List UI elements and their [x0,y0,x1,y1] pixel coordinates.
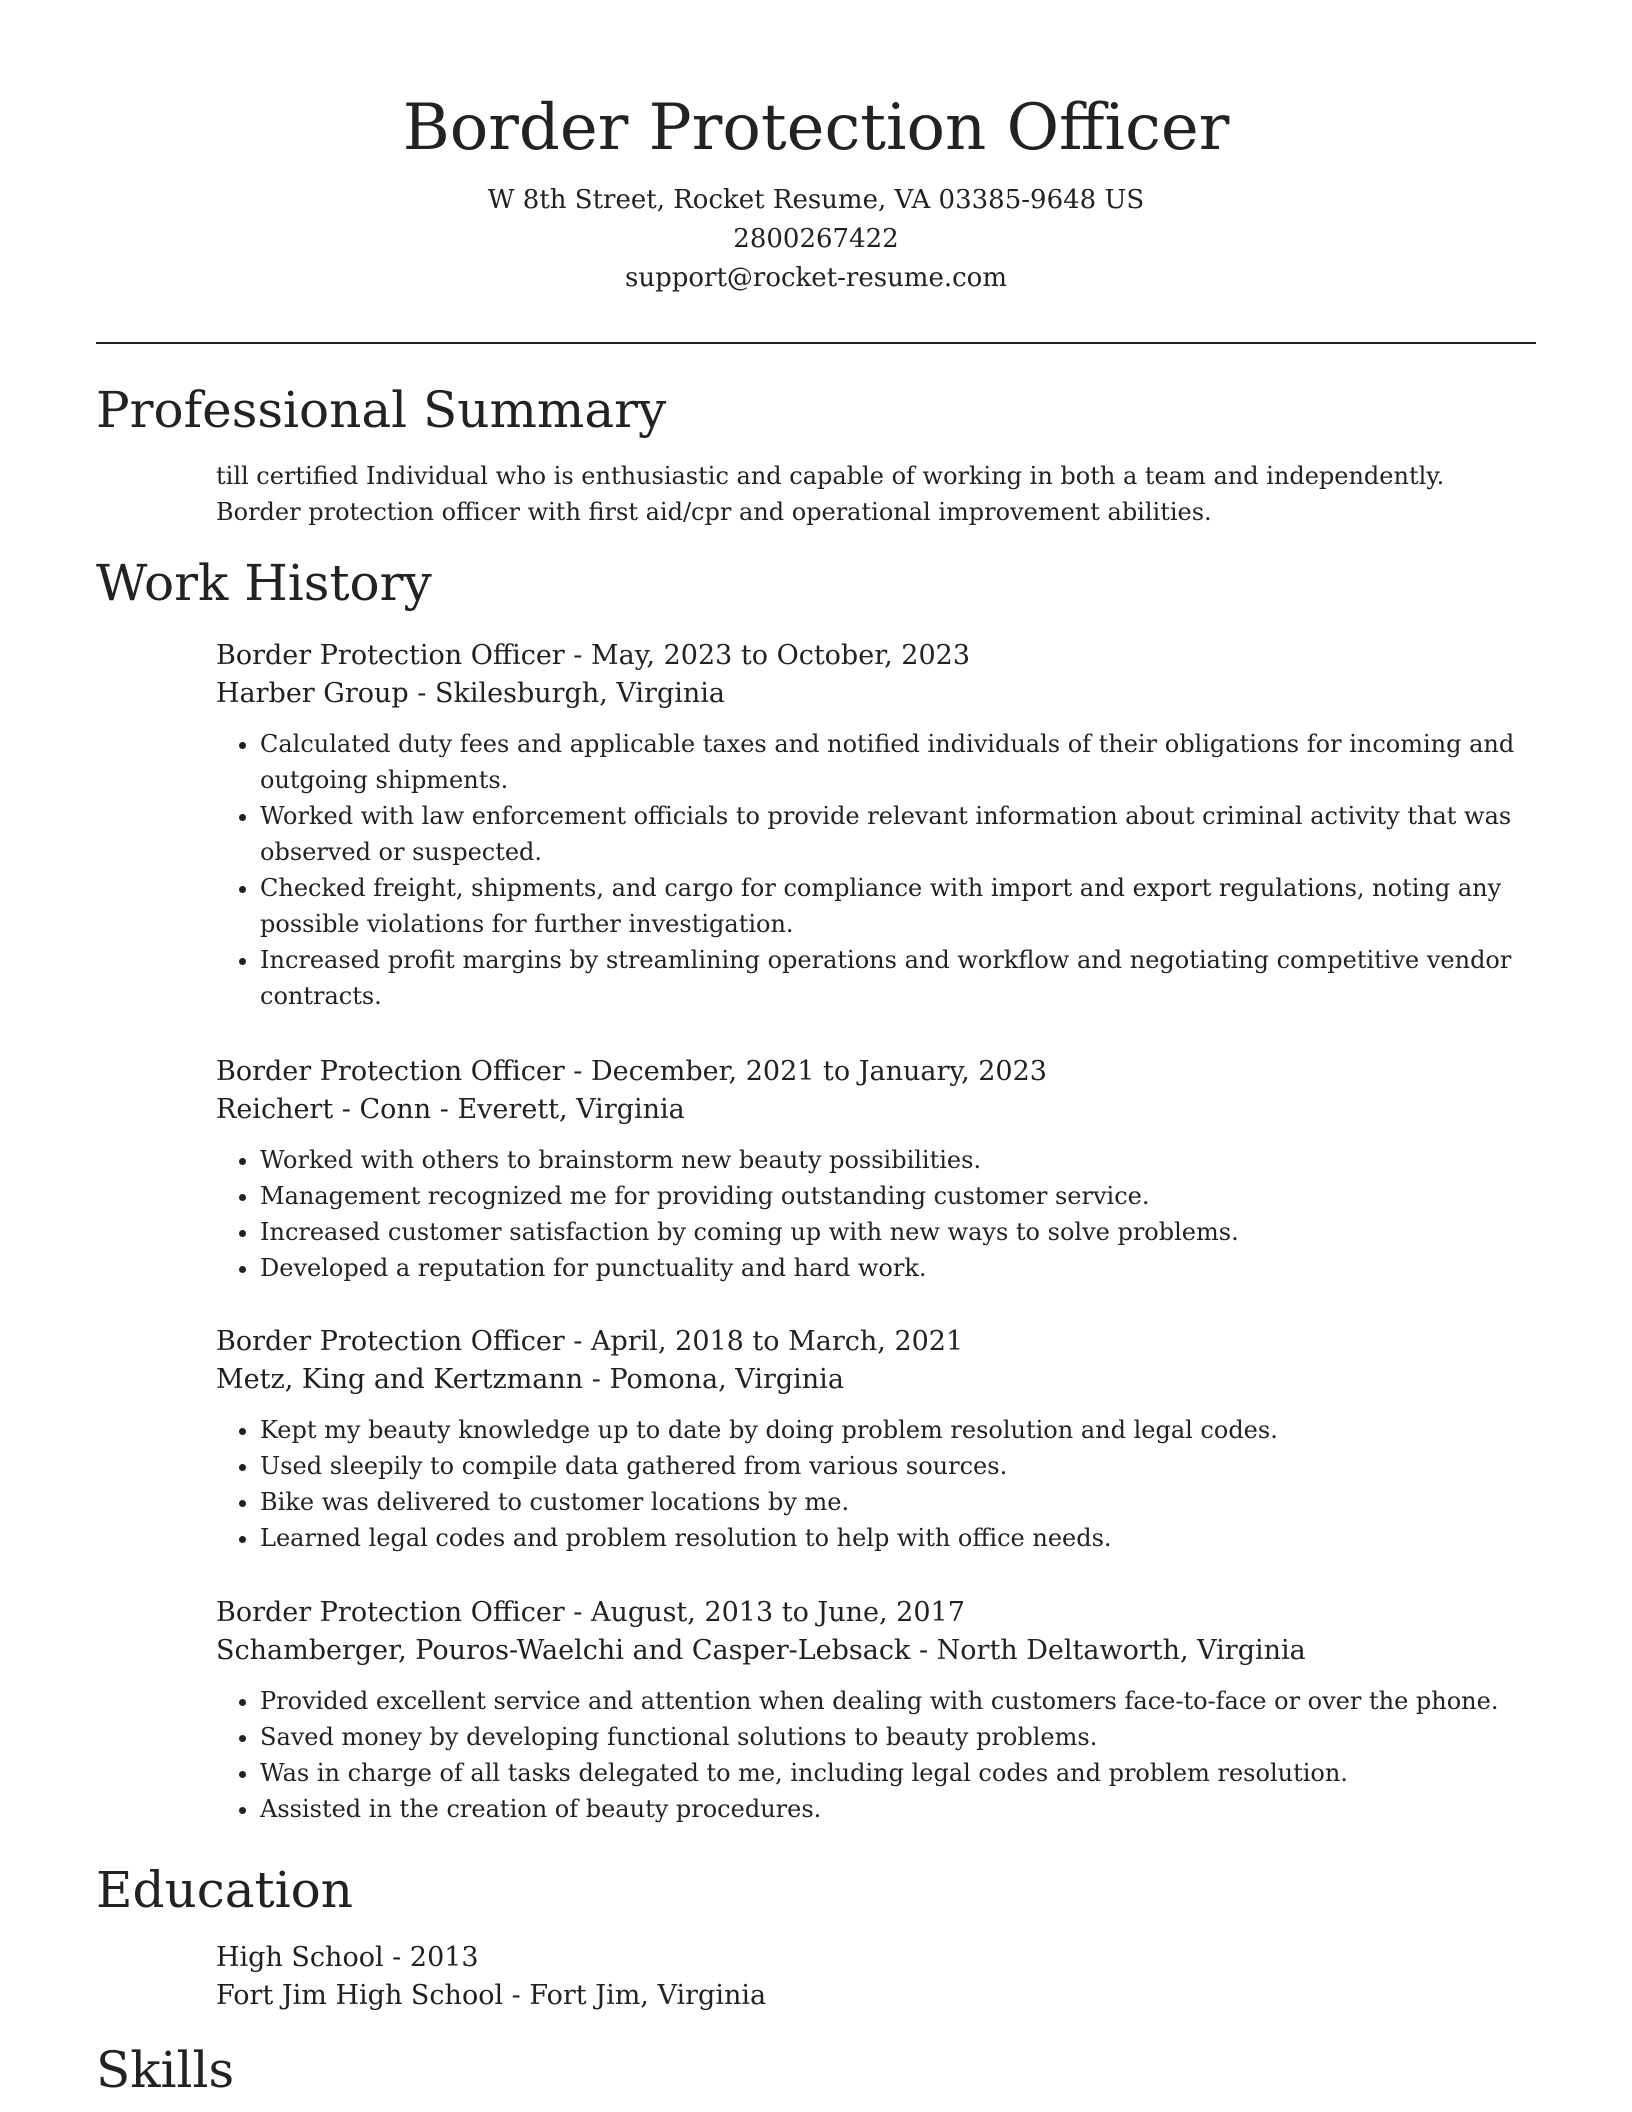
job-title-line [216,1053,1516,1091]
job-dates: May, 2023 to October, 2023 [591,640,971,671]
job-location: Skilesburgh, Virginia [435,678,726,709]
job-company-line [216,675,1516,713]
candidate-name: Border Protection Officer [402,91,1230,165]
job-dates: April, 2018 to March, 2021 [591,1326,964,1357]
separator: - [910,1635,937,1666]
job-bullets [216,726,1516,1014]
job-entry [216,637,1516,1014]
job-bullets [216,1142,1516,1286]
job-title-line [216,637,1516,675]
separator: - [503,1980,530,2011]
bullet-item: • Worked with others to brainstorm new beauty possibilities. [260,1142,1516,1178]
bullet-item: • Calculated duty fees and applicable taxes and notified individuals of their obligations for incoming and outgoing shipments. [260,726,1516,798]
separator: - [408,678,436,709]
job-title-line [216,1323,1516,1361]
section-title-summary: Professional Summary [96,381,667,439]
job-location: Everett, Virginia [457,1094,685,1125]
job-role: Border Protection Officer [216,640,565,671]
education-school-line [216,1977,1516,2015]
contact-phone: 2800267422 [733,224,899,254]
education-location: Fort Jim, Virginia [529,1980,767,2011]
bullet-item: • Management recognized me for providing outstanding customer service. [260,1178,1516,1214]
bullet-item: • Was in charge of all tasks delegated to me, including legal codes and problem resolution. [260,1755,1516,1791]
contact-address: W 8th Street, Rocket Resume, VA 03385-9648 US [487,185,1145,215]
bullet-item: • Bike was delivered to customer locations by me. [260,1484,1516,1520]
job-dates: August, 2013 to June, 2017 [591,1597,965,1628]
job-company: Metz, King and Kertzmann [216,1364,584,1395]
bullet-item: • Increased customer satisfaction by coming up with new ways to solve problems. [260,1214,1516,1250]
bullet-item: • Saved money by developing functional solutions to beauty problems. [260,1719,1516,1755]
job-bullets [216,1683,1516,1827]
bullet-item: • Learned legal codes and problem resolution to help with office needs. [260,1520,1516,1556]
education-entry [216,1939,1516,2015]
education-school: Fort Jim High School [216,1980,504,2011]
education-degree: High School [216,1942,384,1973]
section-title-skills: Skills [96,2041,235,2099]
bullet-item: • Checked freight, shipments, and cargo for compliance with import and export regulations, noting any possible violations for further investigation. [260,870,1516,942]
job-title-line [216,1594,1516,1632]
separator: - [383,1942,410,1973]
summary-block [216,458,1516,530]
job-location: Pomona, Virginia [609,1364,844,1395]
job-company-line [216,1632,1516,1670]
job-bullets [216,1412,1516,1556]
education-degree-line [216,1939,1516,1977]
separator: - [564,1326,592,1357]
job-company-line [216,1361,1516,1399]
contact-email: support@rocket-resume.com [624,263,1007,293]
education-year: 2013 [409,1942,479,1973]
job-location: North Deltaworth, Virginia [936,1635,1306,1666]
bullet-item: • Assisted in the creation of beauty procedures. [260,1791,1516,1827]
summary-text: till certified Individual who is enthusiastic and capable of working in both a team and independently. Border protection officer with first aid/cpr and operational improvement abilities. [216,462,1445,526]
job-company: Schamberger, Pouros-Waelchi and Casper-Lebsack [216,1635,911,1666]
separator: - [431,1094,458,1125]
job-entry [216,1323,1516,1556]
section-title-work-history: Work History [96,554,432,612]
bullet-item: • Provided excellent service and attention when dealing with customers face-to-face or over the phone. [260,1683,1516,1719]
separator: - [564,640,592,671]
job-role: Border Protection Officer [216,1597,565,1628]
job-role: Border Protection Officer [216,1056,565,1087]
header-divider [96,342,1536,344]
job-company: Reichert - Conn [216,1094,432,1125]
separator: - [564,1597,592,1628]
bullet-item: • Increased profit margins by streamlining operations and workflow and negotiating competitive vendor contracts. [260,942,1516,1014]
bullet-item: • Developed a reputation for punctuality and hard work. [260,1250,1516,1286]
job-entry [216,1594,1516,1827]
section-title-education: Education [96,1861,353,1919]
job-entry [216,1053,1516,1286]
job-role: Border Protection Officer [216,1326,565,1357]
bullet-item: • Worked with law enforcement officials to provide relevant information about criminal activity that was observed or suspected. [260,798,1516,870]
separator: - [583,1364,610,1395]
separator: - [564,1056,592,1087]
bullet-item: • Used sleepily to compile data gathered from various sources. [260,1448,1516,1484]
bullet-item: • Kept my beauty knowledge up to date by doing problem resolution and legal codes. [260,1412,1516,1448]
resume-header [96,82,1536,298]
job-dates: December, 2021 to January, 2023 [591,1056,1047,1087]
job-company-line [216,1091,1516,1129]
job-company: Harber Group [216,678,409,709]
